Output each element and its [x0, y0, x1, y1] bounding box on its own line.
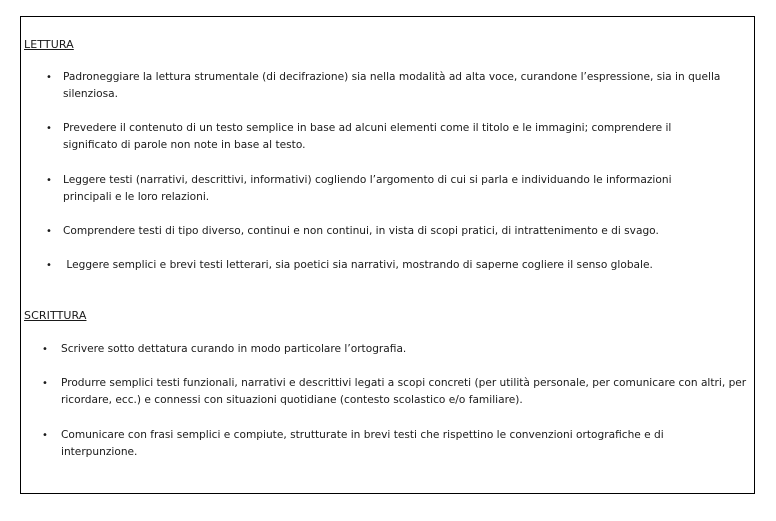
objectives-box [20, 16, 755, 494]
lettura-heading: LETTURA [24, 38, 74, 51]
bullet: • [42, 344, 48, 355]
bullet: • [46, 72, 52, 83]
bullet: • [46, 175, 52, 186]
bullet: • [42, 378, 48, 389]
list-item-text: Produrre semplici testi funzionali, narrativi e descrittivi legati a scopi concreti (per utilità personale, per comunicare con altri, per ricordare, ecc.) e connessi con situazioni quotidiane (contesto scolastico e/o familiare). [61, 377, 747, 406]
list-item-text: Comunicare con frasi semplici e compiute, strutturate in brevi testi che rispettino le convenzioni ortografiche e di interpunzione. [61, 429, 664, 458]
list-item-text: Leggere semplici e brevi testi letterari, sia poetici sia narrativi, mostrando di saperne cogliere il senso globale. [63, 259, 653, 271]
list-item-text: Prevedere il contenuto di un testo semplice in base ad alcuni elementi come il titolo e le immagini; comprendere il significato di parole non note in base al testo. [63, 122, 672, 151]
list-item-text: Leggere testi (narrativi, descrittivi, informativi) cogliendo l’argomento di cui si parla e individuando le informazioni principali e le loro relazioni. [63, 174, 672, 203]
bullet: • [46, 260, 52, 271]
list-item-text: Scrivere sotto dettatura curando in modo particolare l’ortografia. [61, 343, 407, 355]
list-item-text: Padroneggiare la lettura strumentale (di decifrazione) sia nella modalità ad alta voce, curandone l’espressione, sia in quella silenziosa. [63, 71, 721, 100]
bullet: • [46, 226, 52, 237]
bullet: • [46, 123, 52, 134]
scrittura-heading: SCRITTURA [24, 309, 87, 322]
bullet: • [42, 430, 48, 441]
list-item-text: Comprendere testi di tipo diverso, continui e non continui, in vista di scopi pratici, di intrattenimento e di svago. [63, 225, 659, 237]
